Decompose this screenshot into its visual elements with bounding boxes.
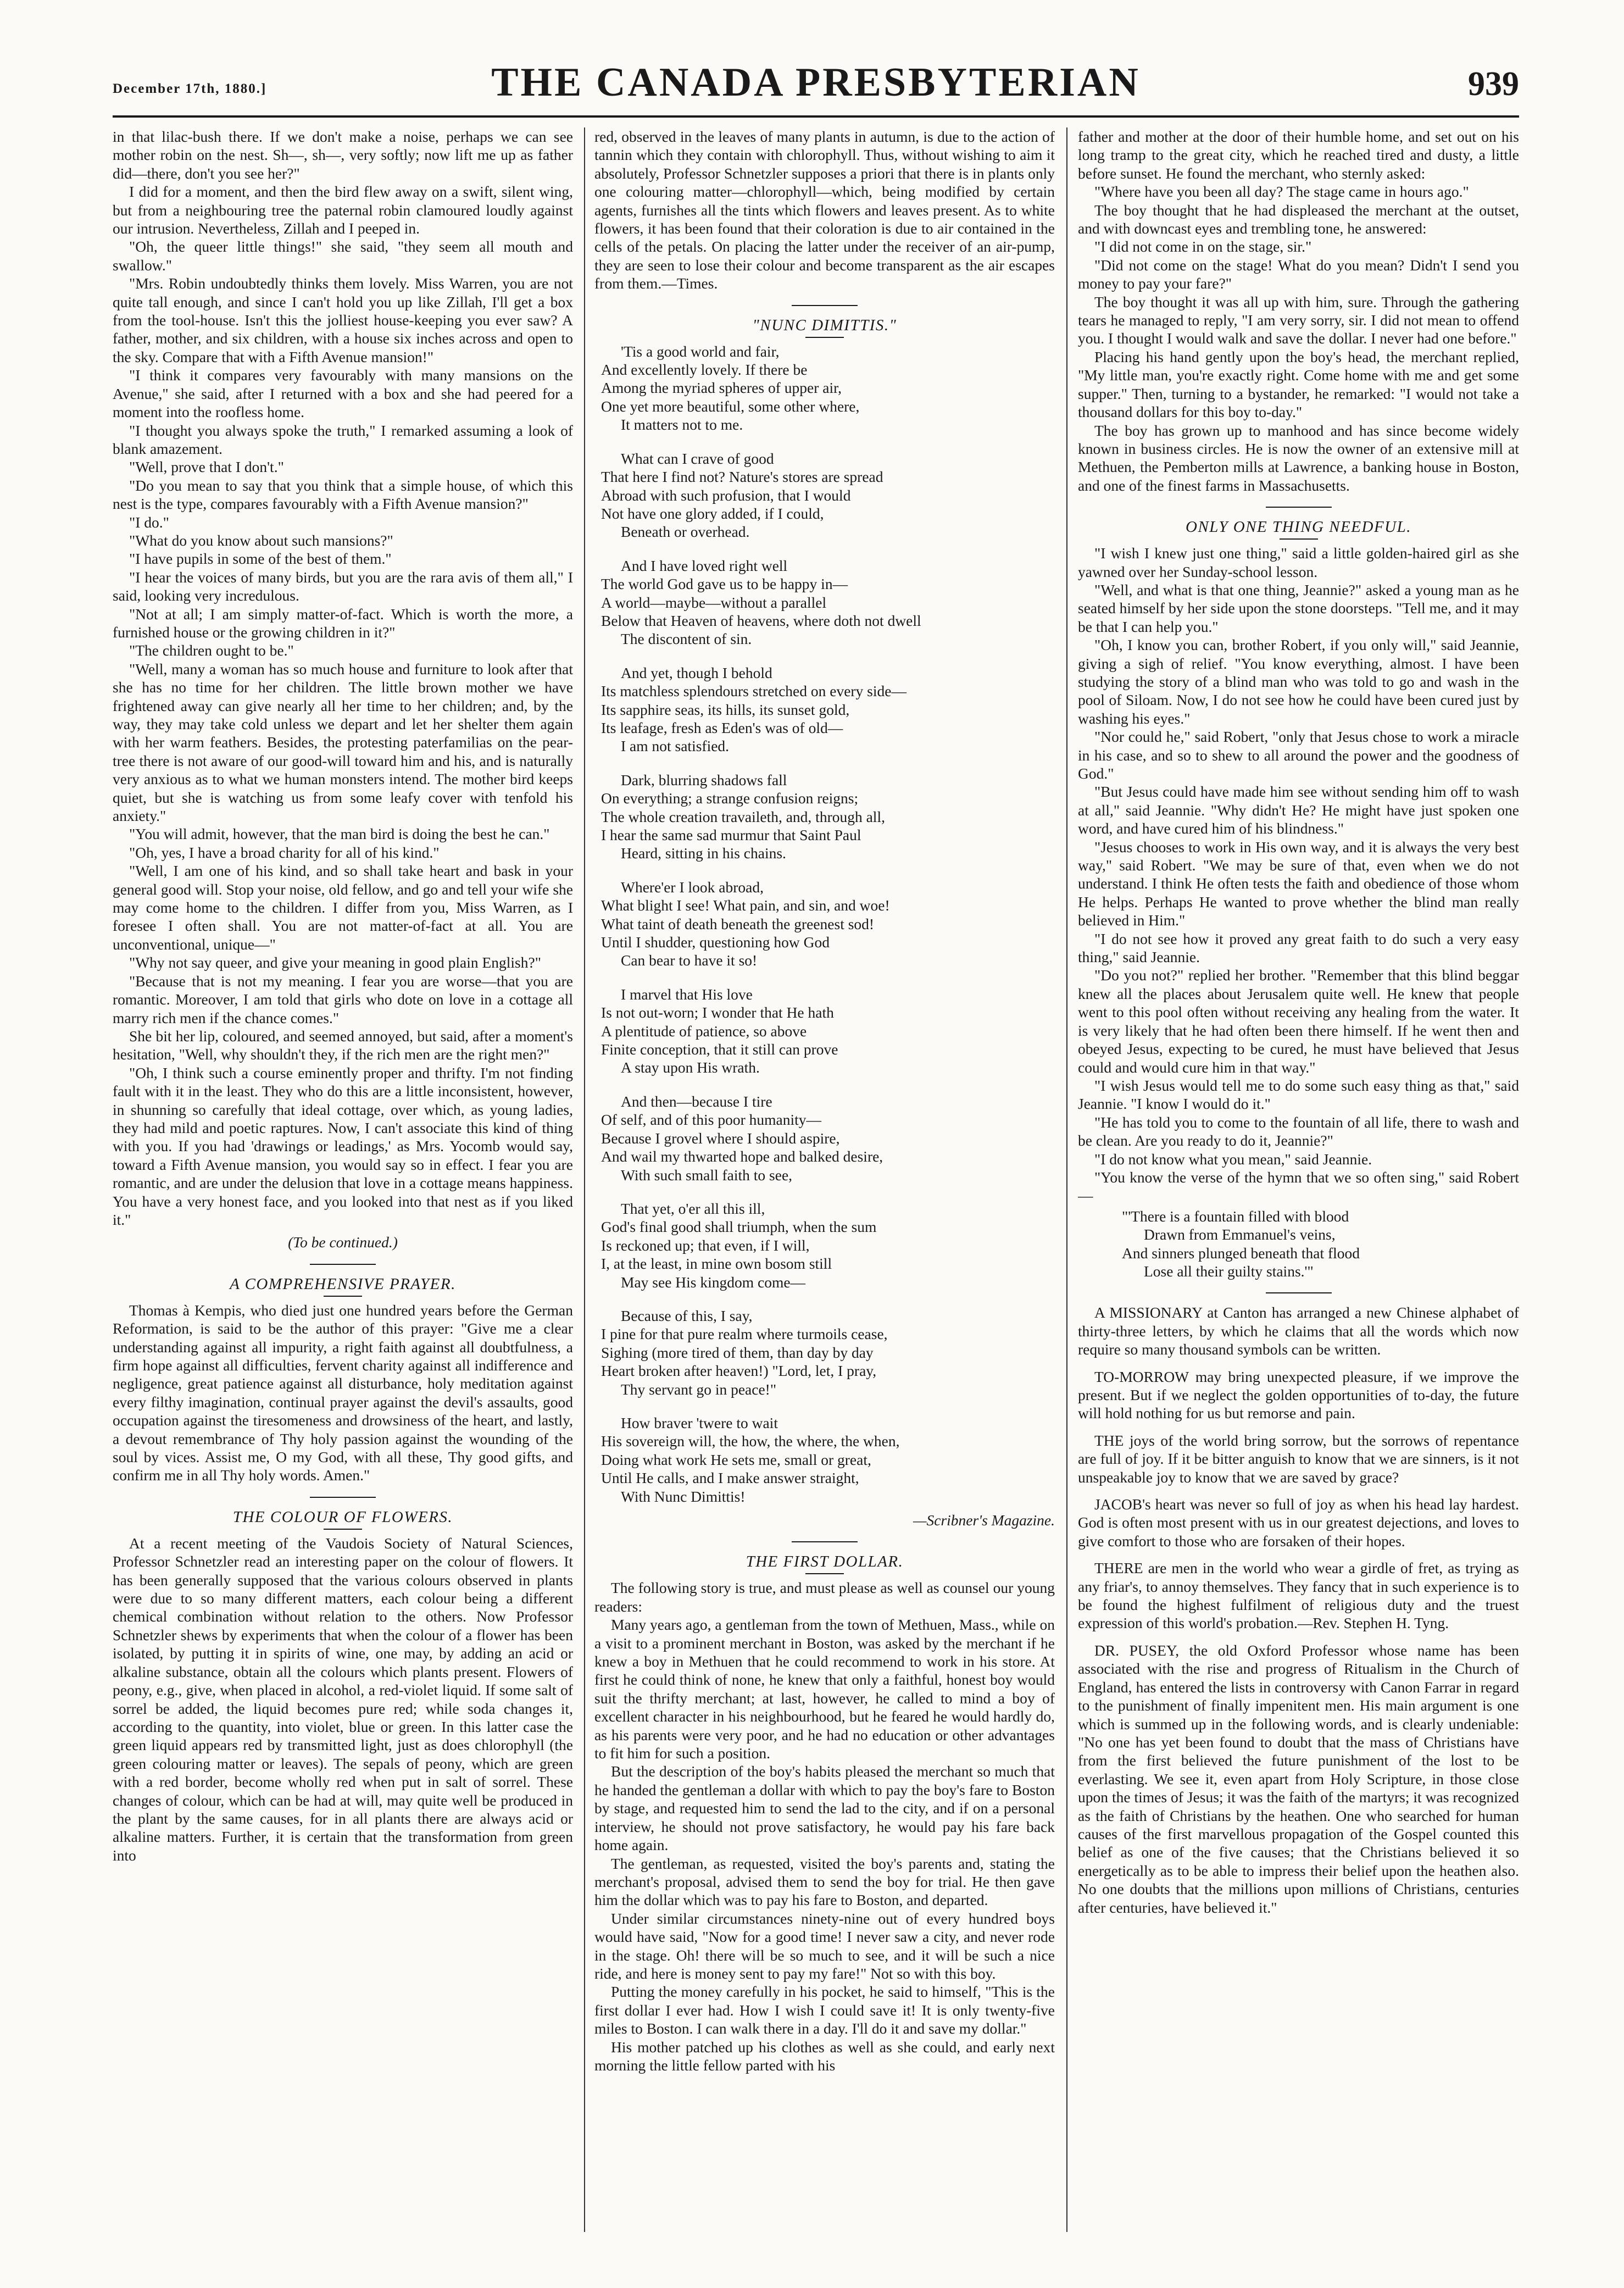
- hymn-verse: [1122, 1207, 1519, 1281]
- poem-line: One yet more beautiful, some other where,: [601, 397, 860, 415]
- poem-line: Its sapphire seas, its hills, its sunset gold,: [601, 701, 850, 718]
- story-paragraph: "I hear the voices of many birds, but you are the rara avis of them all," I said, looking very incredulous.: [113, 568, 573, 604]
- story-paragraph: "Jesus chooses to work in His own way, and it is always the very best way," said Robert. "We may be sure of that, even when we do not understand. I think He often tests the faith and obedience of those whom He helps. Perhaps He wanted to prove whether the blind man really believed in Him.": [1078, 838, 1519, 929]
- poem-stanza: [601, 1199, 1055, 1291]
- story-paragraph: "The children ought to be.": [129, 642, 294, 659]
- poem-line: Finite conception, that it still can prove: [601, 1041, 838, 1058]
- flowers-continued: red, observed in the leaves of many plants in autumn, is due to the action of tannin which they contain with chlorophyll. Thus, without wishing to aim it absolutely, Professor Schnetzler supposes a priori that there is in plants only one colouring matter—chlorophyll—which, being modified by certain agents, furnishes all the tints which flowers and leaves present. As to white flowers, it has been found that their coloration is due to air contained in the cells of the petals. On placing the latter under the receiver of an air-pump, they are seen to lose their colour and become transparent as the air escapes from them.—Times.: [594, 128, 1055, 292]
- poem-line: I am not satisfied.: [621, 737, 730, 755]
- column-2: [594, 127, 1055, 2232]
- news-item: DR. PUSEY, the old Oxford Professor whose name has been associated with the rise and progress of Ritualism in the Church of England, has entered the lists in controversy with Canon Farrar in regard to the punishment of finally impenitent men. His main argument is one which is summed up in the following words, and is clearly undeniable: "No one has yet been found to doubt that the mass of Christians have from the first believed the future punishment of the lost to be everlasting. We see it, even apart from Holy Scripture, in those close upon the times of Jesus; it was the faith of the martyrs; it was recognized as the faith of Christians by the heathen. One who searched for human causes of the first marvellous propagation of the Gospel counted this belief as one of the five causes; that the Christians believed it so energetically as to be able to impress their belief upon the heathen also. No one doubts that the millions upon millions of Christians, centuries after centuries, have believed it.": [1078, 1641, 1519, 1916]
- poem-stanza: [601, 1307, 1055, 1398]
- page-number: 939: [1468, 65, 1519, 103]
- story-paragraph: "You know the verse of the hymn that we so often sing," said Robert—: [1078, 1168, 1519, 1204]
- story-paragraph: Under similar circumstances ninety-nine out of every hundred boys would have said, "Now for a good time! I never saw a city, and never rode in the stage. Oh! there will be so much to see, and it will be such a nice ride, and here is money sent to pay my fare!" Not so with this boy.: [594, 1909, 1055, 1982]
- poem-line: The discontent of sin.: [621, 630, 752, 648]
- poem-line: Sighing (more tired of them, than day by day: [601, 1343, 874, 1361]
- masthead: [113, 59, 1519, 109]
- poem-line: Below that Heaven of heavens, where doth not dwell: [601, 612, 921, 629]
- poem-line: And I have loved right well: [621, 557, 788, 574]
- poem-line: Because of this, I say,: [621, 1307, 753, 1324]
- story-paragraph: "I do.": [129, 513, 169, 531]
- story-paragraph: "Well, and what is that one thing, Jeannie?" asked a young man as he seated himself by her side upon the stone doorsteps. "Tell me, and it may be that I can help you.": [1078, 581, 1519, 635]
- poem-stanza: [601, 1092, 1055, 1184]
- news-item: THE joys of the world bring sorrow, but the sorrows of repentance are full of joy. If it be bitter anguish to know that we are sinners, is it not unspeakable joy to know that we are saved by grace?: [1078, 1431, 1519, 1486]
- hymn-line: "'There is a fountain filled with blood: [1122, 1207, 1349, 1225]
- story-paragraph: His mother patched up his clothes as well as she could, and early next morning the little fellow parted with his: [594, 2038, 1055, 2074]
- poem-line: 'Tis a good world and fair,: [621, 342, 780, 360]
- story-paragraph: "Because that is not my meaning. I fear you are worse—that you are romantic. Moreover, I am told that girls who dote on love in a cottage all marry rich men if the chance comes.": [113, 972, 573, 1026]
- dollar-story: [594, 1579, 1055, 2074]
- dollar-heading: THE FIRST DOLLAR.: [746, 1553, 904, 1571]
- poem-line: On everything; a strange confusion reigns;: [601, 790, 859, 807]
- poem-line: And yet, though I behold: [621, 664, 772, 681]
- newspaper-title: THE CANADA PRESBYTERIAN: [491, 60, 1141, 105]
- prayer-text: Thomas à Kempis, who died just one hundred years before the German Reformation, is said to be the author of this prayer: "Give me a clear understanding against all impurity, a right faith against all doubtfulness, a firm hope against all difficulties, fervent charity against all indifference and negligence, great patience against all disturbance, holy meditation against every filthy imagination, continual prayer against the devil's assaults, good occupation against the tiresomeness and drowsiness of the heart, and lastly, a devout remembrance of Thy holy passion against the wounding of the soul by vices. Assist me, O my God, with all these, Thy good gifts, and confirm me in all Thy holy words. Amen.": [113, 1301, 573, 1484]
- story-paragraph: "I wish I knew just one thing," said a little golden-haired girl as she yawned over her Sunday-school lesson.: [1078, 545, 1519, 580]
- story-paragraph: in that lilac-bush there. If we don't make a noise, perhaps we can see mother robin on the nest. Sh—, sh—, very softly; now lift me up as father did—there, don't you see her?": [113, 128, 573, 182]
- story-paragraph: "Did not come on the stage! What do you mean? Didn't I send you money to pay your fare?": [1078, 256, 1519, 292]
- heading-rule: [1280, 538, 1318, 540]
- news-item: JACOB's heart was never so full of joy as when his head lay hardest. God is often most present with us in our greatest dejections, and loves to give comfort to those who are forsaken of their hopes.: [1078, 1496, 1519, 1550]
- poem: [601, 342, 1055, 1506]
- poem-stanza: [601, 664, 1055, 756]
- news-item: THERE are men in the world who wear a girdle of fret, as trying as any friar's, to annoy themselves. They fancy that in such experience is to be found the highest fulfilment of religious duty and the truest expression of this world's probation.—Rev. Stephen H. Tyng.: [1078, 1559, 1519, 1632]
- poem-line: Among the myriad spheres of upper air,: [601, 379, 842, 397]
- serial-story: [113, 127, 573, 1229]
- column-3: [1078, 127, 1519, 2232]
- poem-line: Until I shudder, questioning how God: [601, 934, 830, 951]
- poem-line: Of self, and of this poor humanity—: [601, 1111, 821, 1129]
- poem-line: Abroad with such profusion, that I would: [601, 486, 851, 504]
- poem-line: What blight I see! What pain, and sin, and woe!: [601, 897, 890, 914]
- flowers-heading: THE COLOUR OF FLOWERS.: [232, 1508, 453, 1526]
- story-paragraph: "You will admit, however, that the man bird is doing the best he can.": [129, 825, 550, 843]
- story-paragraph: "Why not say queer, and give your meaning in good plain English?": [129, 954, 541, 971]
- poem-stanza: [601, 342, 1055, 434]
- poem-line: Dark, blurring shadows fall: [621, 771, 787, 788]
- story-paragraph: But the description of the boy's habits pleased the merchant so much that he handed the gentleman a dollar with which to pay the boy's fare to Boston by stage, and requested him to send the lad to the city, and if on a personal interview, he should not prove satisfactory, he would pay his fare back home again.: [594, 1763, 1055, 1854]
- poem-line: The world God gave us to be happy in—: [601, 575, 848, 593]
- column-1: [113, 127, 573, 2232]
- poem-line: Its matchless splendours stretched on every side—: [601, 682, 906, 700]
- poem-line: A plentitude of patience, so above: [601, 1022, 807, 1040]
- flowers-text: At a recent meeting of the Vaudois Society of Natural Sciences, Professor Schnetzler read an interesting paper on the colour of flowers. It has been generally supposed that the various colours observed in plants were due to so many different matters, each colour being a different chemical combination without relation to the others. Now Professor Schnetzler shews by experiments that when the colour of a flower has been isolated, by putting it in spirits of wine, one may, by adding an acid or alkaline substance, obtain all the colours which plants present. Flowers of peony, e.g., give, when placed in alcohol, a red-violet liquid. If some salt of sorrel be added, the liquid becomes pure red; while soda changes it, according to the quantity, into violet, blue or green. In this latter case the green liquid appears red by transmitted light, just as does chlorophyll (the green colouring matter or leaves). The sepals of peony, which are green with a red border, become wholly red when put in salt of sorrel. These changes of colour, which can be had at will, may quite well be produced in the plant by the same causes, for in all plants there are always acid or alkaline matters. Further, it is certain that the transformation from green into: [113, 1534, 573, 1864]
- news-item: A MISSIONARY at Canton has arranged a new Chinese alphabet of thirty-three letters, by which he claims that all the words which now require so many thousand symbols can be written.: [1078, 1304, 1519, 1358]
- hymn-line: And sinners plunged beneath that flood: [1122, 1244, 1360, 1262]
- story-paragraph: She bit her lip, coloured, and seemed annoyed, but said, after a moment's hesitation, "Well, why shouldn't they, if the rich men are the right men?": [113, 1027, 573, 1063]
- poem-line: And wail my thwarted hope and balked desire,: [601, 1148, 883, 1165]
- poem-source: —Scribner's Magazine.: [913, 1512, 1055, 1529]
- poem-line: Because I grovel where I should aspire,: [601, 1129, 840, 1147]
- story-paragraph: "He has told you to come to the fountain of all life, there to wash and be clean. Are you ready to do it, Jeannie?": [1078, 1113, 1519, 1149]
- poem-line: Doing what work He sets me, small or great,: [601, 1451, 871, 1468]
- story-paragraph: "I do not know what you mean," said Jeannie.: [1094, 1150, 1372, 1168]
- poem-line: Can bear to have it so!: [621, 952, 758, 969]
- poem-line: With Nunc Dimittis!: [621, 1487, 746, 1505]
- heading-rule: [805, 1573, 844, 1574]
- poem-line: A world—maybe—without a parallel: [601, 593, 827, 611]
- poem-stanza: [601, 878, 1055, 970]
- story-paragraph: The boy thought that he had displeased the merchant at the outset, and with downcast eyes and trembling tone, he answered:: [1078, 201, 1519, 237]
- divider: [310, 1497, 376, 1498]
- divider: [792, 305, 858, 306]
- needful-heading: ONLY ONE THING NEEDFUL.: [1186, 518, 1411, 536]
- news-item: TO-MORROW may bring unexpected pleasure, if we improve the present. But if we neglect the golden opportunities of to-day, the future will hold nothing for us but remorse and pain.: [1078, 1368, 1519, 1422]
- hymn-line: Drawn from Emmanuel's veins,: [1144, 1226, 1336, 1243]
- poem-line: I pine for that pure realm where turmoils cease,: [601, 1325, 888, 1343]
- story-paragraph: "Nor could he," said Robert, "only that Jesus chose to work a miracle in his case, and so to shew to all around the power and the goodness of God.": [1078, 728, 1519, 782]
- poem-heading: "NUNC DIMITTIS.": [752, 316, 897, 334]
- poem-line: And then—because I tire: [621, 1092, 772, 1110]
- divider: [1266, 1292, 1332, 1293]
- story-paragraph: The boy has grown up to manhood and has since become widely known in business circles. He is now the owner of an extensive mill at Methuen, the Pemberton mills at Lawrence, a banking house in Boston, and one of the finest farms in Massachusetts.: [1078, 421, 1519, 494]
- poem-line: Is not out-worn; I wonder that He hath: [601, 1004, 834, 1021]
- poem-line: God's final good shall triumph, when the sum: [601, 1218, 877, 1236]
- story-paragraph: "I have pupils in some of the best of them.": [129, 550, 392, 568]
- column-rule: [1066, 127, 1067, 2232]
- story-paragraph: "Well, many a woman has so much house and furniture to look after that she has no time for her children. The little brown mother we have frightened away can give nearly all her time to her children; and, by the way, they may take cold unless we depart and let her shelter them again with her warm feathers. Besides, the protesting paterfamilias on the pear-tree there is not aware of our good-will toward him and his, and is naturally very anxious as to what we human monsters intend. The mother bird keeps quiet, but she is watching us from some leafy cover with tenfold his anxiety.": [113, 660, 573, 825]
- heading-rule: [324, 1296, 362, 1297]
- story-paragraph: The boy thought it was all up with him, sure. Through the gathering tears he managed to reply, "I am very sorry, sir. I did not mean to offend you. I thought I would walk and save the dollar. I never had one before.": [1078, 293, 1519, 347]
- story-paragraph: The following story is true, and must please as well as counsel our young readers:: [594, 1579, 1055, 1615]
- story-paragraph: "Not at all; I am simply matter-of-fact. Which is worth the more, a furnished house or the growing children in it?": [113, 605, 573, 641]
- poem-line: What can I crave of good: [621, 449, 774, 467]
- story-paragraph: Placing his hand gently upon the boy's head, the merchant replied, "My little man, you're exactly right. Come home with me and get some supper." Then, turning to a bystander, he remarked: "I would not take a thousand dollars for this boy to-day.": [1078, 348, 1519, 421]
- heading-rule: [324, 1529, 362, 1530]
- masthead-rule: [113, 115, 1519, 118]
- story-paragraph: Many years ago, a gentleman from the town of Methuen, Mass., while on a visit to a prominent merchant in Boston, was asked by the merchant if he knew a boy in Methuen that he could recommend to work in his store. At first he could think of none, he knew that only a faithful, honest boy would suit the thrifty merchant; at last, however, he called to mind a boy of excellent character in his neighbourhood, but he feared he would hardly do, as his parents were very poor, and he had no education or other advantages to fit him for such a position.: [594, 1616, 1055, 1762]
- poem-line: Heard, sitting in his chains.: [621, 845, 786, 862]
- poem-line: Heart broken after heaven!) "Lord, let, I pray,: [601, 1362, 877, 1380]
- story-paragraph: "Well, I am one of his kind, and so shall take heart and bask in your general good will. Stop your noise, old fellow, and go and tell your wife she may come home to the children. I differ from you, Miss Warren, as I foresee I often shall. You are not matter-of-fact at all. You are unconventional, unique—": [113, 862, 573, 953]
- column-rule: [584, 127, 585, 2232]
- poem-line: I hear the same sad murmur that Saint Paul: [601, 826, 861, 843]
- poem-line: The whole creation travaileth, and, through all,: [601, 808, 885, 825]
- story-paragraph: "I wish Jesus would tell me to do some such easy thing as that," said Jeannie. "I know I would do it.": [1078, 1076, 1519, 1113]
- story-paragraph: "What do you know about such mansions?": [129, 531, 393, 549]
- poem-line: A stay upon His wrath.: [621, 1059, 760, 1076]
- poem-stanza: [601, 557, 1055, 648]
- poem-stanza: [601, 449, 1055, 541]
- story-paragraph: Putting the money carefully in his pocket, he said to himself, "This is the first dollar I ever had. How I wish I could save it! It is only twenty-five miles to Boston. I can walk there in a day. I'll do it and save my dollar.": [594, 1983, 1055, 2037]
- poem-line: Is reckoned up; that even, if I will,: [601, 1236, 810, 1254]
- poem-stanza: [601, 771, 1055, 863]
- story-paragraph: "I do not see how it proved any great faith to do such a very easy thing," said Jeannie.: [1078, 930, 1519, 966]
- poem-line: Where'er I look abroad,: [621, 878, 764, 896]
- poem-line: Thy servant go in peace!": [621, 1380, 777, 1398]
- prayer-heading: A COMPREHENSIVE PRAYER.: [230, 1275, 456, 1293]
- poem-line: It matters not to me.: [621, 416, 743, 434]
- story-paragraph: "Do you not?" replied her brother. "Remember that this blind beggar knew all the places about Jerusalem quite well. He knew that people went to this pool often without receiving any healing from the water. It is very likely that he had often been there himself. If he went then and obeyed Jesus, expecting to be cured, he must have believed that Jesus could and would cure him in that way.": [1078, 967, 1519, 1076]
- poem-line: And excellently lovely. If there be: [601, 361, 808, 379]
- poem-line: May see His kingdom come—: [621, 1273, 806, 1291]
- story-paragraph: father and mother at the door of their humble home, and set out on his long tramp to the great city, which he reached tired and dusty, a little before sunset. He found the merchant, who sternly asked:: [1078, 128, 1519, 182]
- story-paragraph: "Well, prove that I don't.": [129, 458, 284, 476]
- divider: [792, 1541, 858, 1542]
- poem-stanza: [601, 985, 1055, 1077]
- story-paragraph: "But Jesus could have made him see without sending him off to wash at all," said Jeannie. "Why didn't He? He might have just spoken one word, and have cured him of his blindness.": [1078, 783, 1519, 837]
- story-paragraph: The gentleman, as requested, visited the boy's parents and, stating the merchant's proposal, advised them to send the boy for trial. He then gave him the dollar which was to pay his fare to Boston, and departed.: [594, 1854, 1055, 1909]
- dollar-story-continued: [1078, 127, 1519, 495]
- hymn-line: Lose all their guilty stains.'": [1144, 1262, 1314, 1280]
- poem-line: I, at the least, in mine own bosom still: [601, 1255, 832, 1273]
- poem-line: Until He calls, and I make answer straight,: [601, 1469, 859, 1487]
- story-paragraph: "Oh, yes, I have a broad charity for all of his kind.": [129, 843, 440, 861]
- poem-line: What taint of death beneath the greenest sod!: [601, 915, 875, 932]
- needful-story: [1078, 544, 1519, 1205]
- poem-stanza: [601, 1414, 1055, 1506]
- poem-line: With such small faith to see,: [621, 1166, 793, 1184]
- poem-line: I marvel that His love: [621, 985, 753, 1003]
- story-paragraph: I did for a moment, and then the bird flew away on a swift, silent wing, but from a neighbouring tree the paternal robin clamoured loudly against our intrusion. Nevertheless, Zillah and I peeped in.: [113, 183, 573, 237]
- poem-line: His sovereign will, the how, the where, the when,: [601, 1432, 900, 1450]
- poem-line: Its leafage, fresh as Eden's was of old—: [601, 719, 843, 736]
- to-be-continued: (To be continued.): [288, 1234, 398, 1251]
- story-paragraph: "Where have you been all day? The stage came in hours ago.": [1094, 183, 1469, 201]
- heading-rule: [805, 337, 844, 338]
- short-items: [1078, 1303, 1519, 1917]
- story-paragraph: "I think it compares very favourably with many mansions on the Avenue," she said, after I returned with a box and she had peered for a moment into the roofless home.: [113, 366, 573, 421]
- poem-line: How braver 'twere to wait: [621, 1414, 778, 1431]
- story-paragraph: "Do you mean to say that you think that a simple house, of which this nest is the type, compares favourably with a Fifth Avenue mansion?": [113, 476, 573, 513]
- story-paragraph: "Mrs. Robin undoubtedly thinks them lovely. Miss Warren, you are not quite tall enough, and since I can't hold you up like Zillah, I'll get a box from the tool-house. Isn't this the jolliest house-keeping you ever saw? A father, mother, and six children, with a house six inches across and open to the sky. Compare that with a Fifth Avenue mansion!": [113, 275, 573, 365]
- poem-line: Not have one glory added, if I could,: [601, 504, 824, 522]
- story-paragraph: "I did not come in on the stage, sir.": [1094, 238, 1312, 256]
- story-paragraph: "I thought you always spoke the truth," I remarked assuming a look of blank amazement.: [113, 421, 573, 457]
- poem-line: That yet, o'er all this ill,: [621, 1199, 765, 1217]
- issue-date: December 17th, 1880.]: [113, 81, 267, 96]
- story-paragraph: "Oh, I know you can, brother Robert, if you only will," said Jeannie, giving a sigh of relief. "You know everything, almost. I have been studying the story of a blind man who was told to go and wash in the pool of Siloam. Now, I do not see how he could have been cured just by washing his eyes.": [1078, 636, 1519, 727]
- story-paragraph: "Oh, the queer little things!" she said, "they seem all mouth and swallow.": [113, 238, 573, 274]
- story-paragraph: "Oh, I think such a course eminently proper and thrifty. I'm not finding fault with it in the least. They who do this are a little inconsistent, however, in shunning so carefully that ideal cottage, over which, as young ladies, they had mild and poetic raptures. Now, I can't associate this kind of thing with you. If you had 'drawings or leadings,' as Mrs. Yocomb would say, toward a Fifth Avenue mansion, you would say so in effect. I fear you are romantic, and are under the delusion that love in a cottage means happiness. You have a very honest face, and you looked into that nest as if you liked it.": [113, 1064, 573, 1228]
- divider: [310, 1264, 376, 1265]
- poem-line: That here I find not? Nature's stores are spread: [601, 468, 883, 486]
- divider: [1266, 507, 1332, 508]
- poem-line: Beneath or overhead.: [621, 523, 750, 541]
